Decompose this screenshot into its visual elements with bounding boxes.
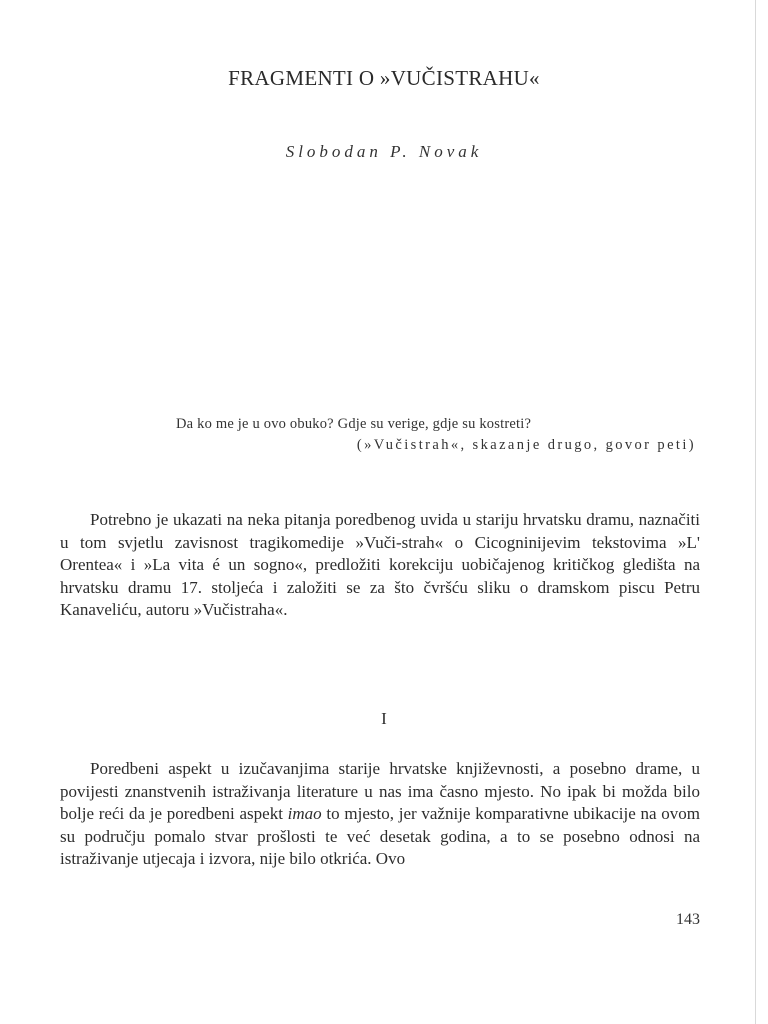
section-paragraph-text-a: Poredbeni aspekt u izučavanjima starije hrvatske književnosti, a posebno drame, u povijesti znanstvenih istraživanja literature u nas ima časno mjesto. No ipak bi možda bilo bolje reći da je poredbeni aspekt (60, 759, 700, 823)
section-paragraph-emphasis: imao (287, 804, 322, 823)
article-title: FRAGMENTI O »VUČISTRAHU« (228, 66, 540, 90)
intro-paragraph: Potrebno je ukazati na neka pitanja poredbenog uvida u stariju hrvatsku dramu, naznačiti u tom svjetlu zavisnost tragikomedije »Vuči-strah« o Cicogninijevim tekstovima »L' Orentea« i »La vita é un sogno«, predložiti korekciju uobičajenog kritičkog gledišta na hrvatsku dramu 17. stoljeća i založiti se za što čvršću sliku o dramskom piscu Petru Kanaveliću, autoru »Vučistraha«. (60, 510, 700, 619)
section-paragraph (60, 758, 700, 871)
epigraph-source: (»Vučistrah«, skazanje drugo, govor peti) (356, 437, 696, 453)
epigraph (176, 414, 696, 456)
article-author: Slobodan P. Novak (285, 142, 483, 161)
section-paragraph-text-b: to mjesto, jer važnije komparativne ubikacije na ovom su području pomalo stvar prošlosti te već desetak godina, a to se posebno odnosi na istraživanje utjecaja i izvora, nije bilo otkrića. Ovo (60, 804, 701, 868)
section-heading: I (381, 709, 387, 728)
epigraph-quote: Da ko me je u ovo obuko? Gdje su verige, gdje su kostreti? (176, 416, 532, 432)
page-number: 143 (676, 911, 700, 928)
